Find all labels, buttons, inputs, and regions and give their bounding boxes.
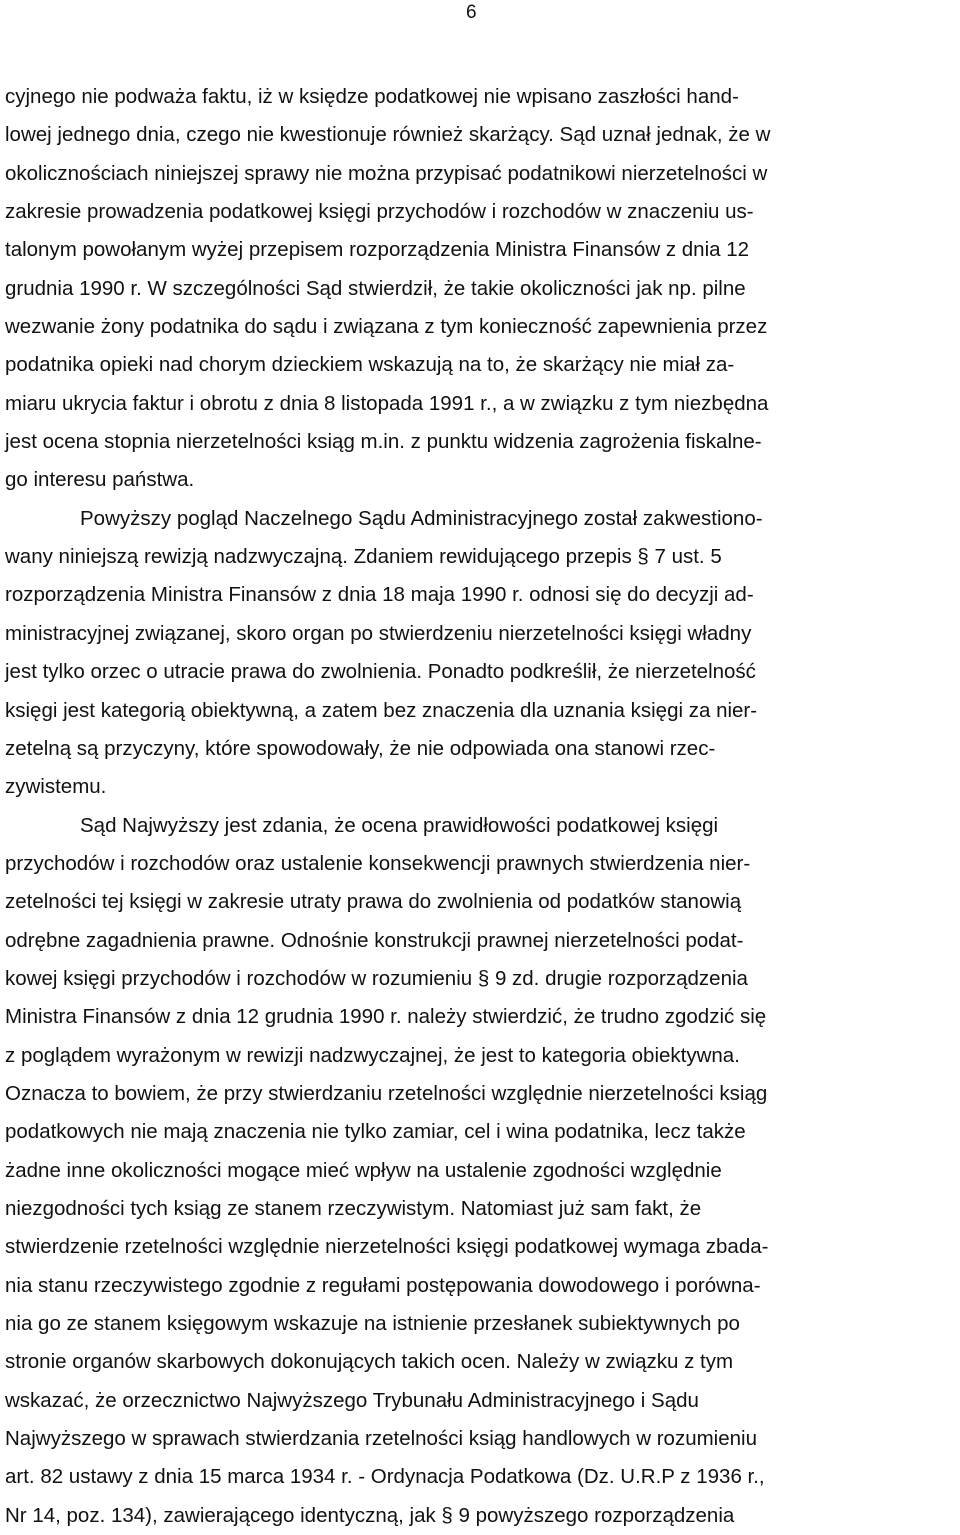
text-line: jest ocena stopnia nierzetelności ksiąg m.in. z punktu widzenia zagrożenia fiskalne- (5, 430, 762, 454)
text-line: talonym powołanym wyżej przepisem rozporządzenia Ministra Finansów z dnia 12 (5, 238, 750, 262)
text-line: wezwanie żony podatnika do sądu i związana z tym konieczność zapewnienia przez (5, 315, 768, 339)
text-line: rozporządzenia Ministra Finansów z dnia 18 maja 1990 r. odnosi się do decyzji ad- (5, 583, 754, 607)
text-line: miaru ukrycia faktur i obrotu z dnia 8 listopada 1991 r., a w związku z tym niezbędna (5, 391, 769, 415)
text-line: nia stanu rzeczywistego zgodnie z regułami postępowania dowodowego i porówna- (5, 1273, 761, 1297)
text-line: księgi jest kategorią obiektywną, a zatem bez znaczenia dla uznania księgi za nier- (5, 698, 758, 722)
text-line: Najwyższego w sprawach stwierdzania rzetelności ksiąg handlowych w rozumieniu (5, 1427, 757, 1451)
text-line: odrębne zagadnienia prawne. Odnośnie konstrukcji prawnej nierzetelności podat- (5, 928, 744, 952)
text-line: okolicznościach niniejszej sprawy nie można przypisać podatnikowi nierzetelności w (5, 161, 768, 185)
document-body (5, 78, 955, 1535)
text-line: Oznacza to bowiem, że przy stwierdzaniu rzetelności względnie nierzetelności ksiąg (5, 1081, 768, 1105)
text-line: Powyższy pogląd Naczelnego Sądu Administracyjnego został zakwestiono- (80, 506, 763, 530)
text-line: z poglądem wyrażonym w rewizji nadzwyczajnej, że jest to kategoria obiektywna. (5, 1043, 740, 1067)
text-line: nia go ze stanem księgowym wskazuje na istnienie przesłanek subiektywnych po (5, 1312, 740, 1335)
text-line: podatkowych nie mają znaczenia nie tylko zamiar, cel i wina podatnika, lecz także (5, 1120, 746, 1144)
text-line: lowej jednego dnia, czego nie kwestionuje również skarżący. Sąd uznał jednak, że w (5, 123, 771, 147)
text-line: grudnia 1990 r. W szczególności Sąd stwierdził, że takie okoliczności jak np. pilne (5, 276, 746, 300)
text-line: stwierdzenie rzetelności względnie nierzetelności księgi podatkowej wymaga zbada- (5, 1235, 769, 1259)
text-line: zetelności tej księgi w zakresie utraty prawa do zwolnienia od podatków stanowią (5, 890, 742, 914)
text-line: wskazać, że orzecznictwo Najwyższego Trybunału Administracyjnego i Sądu (5, 1388, 699, 1412)
text-line: wany niniejszą rewizją nadzwyczajną. Zdaniem rewidującego przepis § 7 ust. 5 (5, 545, 722, 569)
page-number: 6 (466, 2, 477, 23)
text-line: kowej księgi przychodów i rozchodów w rozumieniu § 9 zd. drugie rozporządzenia (5, 966, 748, 990)
text-line: niezgodności tych ksiąg ze stanem rzeczywistym. Natomiast już sam fakt, że (5, 1196, 702, 1220)
text-line: go interesu państwa. (5, 468, 195, 492)
text-line: Nr 14, poz. 134), zawierającego identyczną, jak § 9 powyższego rozporządzenia (5, 1503, 735, 1527)
text-line: zakresie prowadzenia podatkowej księgi przychodów i rozchodów w znaczeniu us- (5, 200, 754, 224)
text-line: zetelną są przyczyny, które spowodowały, że nie odpowiada ona stanowi rzec- (5, 736, 716, 760)
text-line: Sąd Najwyższy jest zdania, że ocena prawidłowości podatkowej księgi (80, 813, 719, 837)
text-line: jest tylko orzec o utracie prawa do zwolnienia. Ponadto podkreślił, że nierzetelność (5, 660, 756, 684)
text-line: Ministra Finansów z dnia 12 grudnia 1990 r. należy stwierdzić, że trudno zgodzić się (5, 1005, 767, 1029)
text-line: podatnika opieki nad chorym dzieckiem wskazują na to, że skarżący nie miał za- (5, 353, 735, 377)
text-line: przychodów i rozchodów oraz ustalenie konsekwencji prawnych stwierdzenia nier- (5, 851, 751, 875)
text-line: art. 82 ustawy z dnia 15 marca 1934 r. - Ordynacja Podatkowa (Dz. U.R.P z 1936 r., (5, 1465, 765, 1489)
text-line: ministracyjnej związanej, skoro organ po stwierdzeniu nierzetelności księgi władny (5, 621, 752, 645)
text-line: cyjnego nie podważa faktu, iż w księdze podatkowej nie wpisano zaszłości hand- (5, 85, 739, 108)
text-line: zywistemu. (5, 775, 107, 799)
text-line: stronie organów skarbowych dokonujących takich ocen. Należy w związku z tym (5, 1350, 734, 1374)
text-line: żadne inne okoliczności mogące mieć wpływ na ustalenie zgodności względnie (5, 1158, 722, 1182)
